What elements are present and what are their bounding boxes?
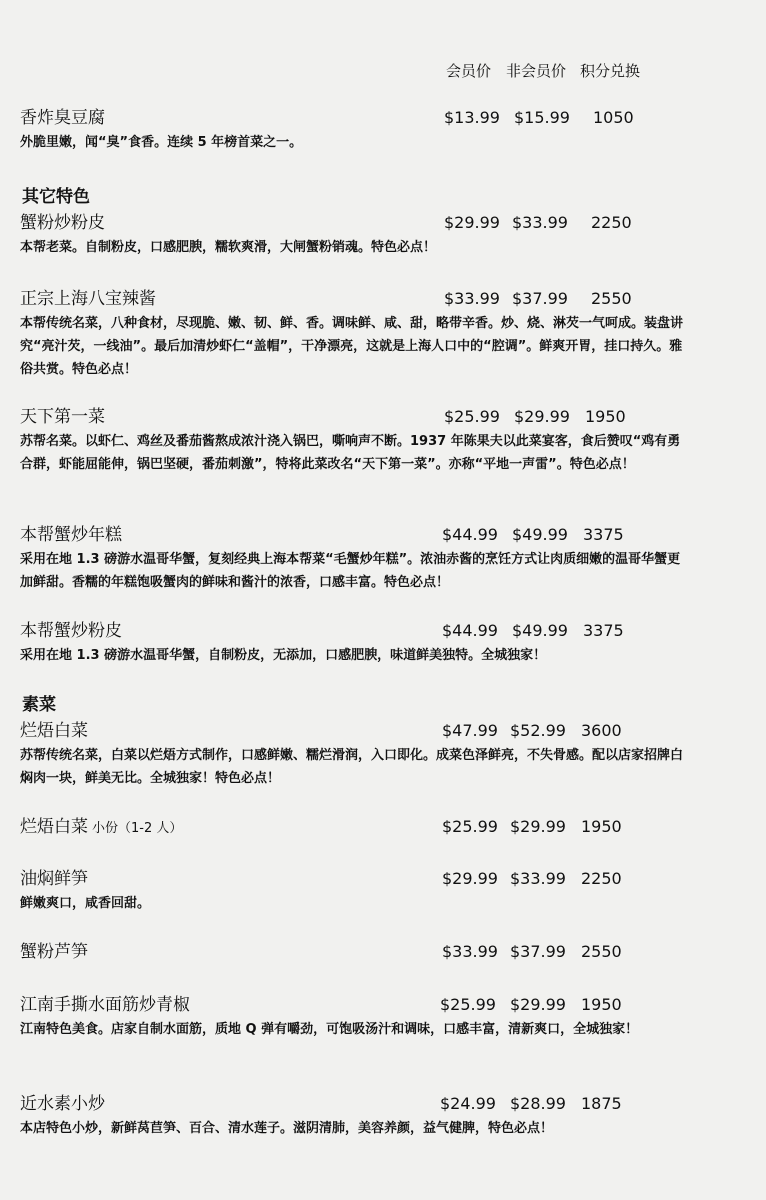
member-price: $33.99	[444, 289, 500, 308]
menu-item	[20, 620, 720, 667]
points-price: 3600	[581, 721, 622, 740]
nonmember-price: $37.99	[512, 289, 568, 308]
dish-description: 江南特色美食。店家自制水面筋，质地 Q 弹有嚼劲，可饱吸汤汁和调味，口感丰富，清新爽口，全城独家！	[20, 1022, 639, 1037]
nonmember-price: $28.99	[510, 1094, 566, 1113]
dish-description: 本帮老菜。自制粉皮，口感肥腴，糯软爽滑，大闸蟹粉销魂。特色必点！	[20, 240, 437, 255]
points-header: 积分兑换	[580, 62, 641, 80]
nonmember-price: $37.99	[510, 942, 566, 961]
nonmember-price: $29.99	[514, 407, 570, 426]
points-price: 1950	[585, 407, 626, 426]
points-price: 1950	[581, 995, 622, 1014]
dish-name: 近水素小炒	[20, 1094, 105, 1114]
member-price: $29.99	[442, 869, 498, 888]
dish-name: 本帮蟹炒粉皮	[20, 621, 122, 641]
menu-item	[20, 994, 720, 1041]
member-price: $44.99	[442, 525, 498, 544]
menu-item	[20, 868, 720, 915]
member-price: $47.99	[442, 721, 498, 740]
member-price: $25.99	[444, 407, 500, 426]
points-price: 3375	[583, 525, 624, 544]
dish-description: 外脆里嫩，闻“臭”食香。连续 5 年榜首菜之一。	[20, 135, 303, 150]
menu-item	[20, 941, 720, 963]
points-price: 1050	[593, 108, 634, 127]
dish-description: 采用在地 1.3 磅游水温哥华蟹，自制粉皮，无添加，口感肥腴，味道鲜美独特。全城独家！	[20, 648, 547, 663]
member-price-header: 会员价	[446, 62, 492, 80]
dish-name: 蟹粉芦笋	[20, 942, 88, 962]
points-price: 2550	[591, 289, 632, 308]
dish-description: 本帮传统名菜，八种食材，尽现脆、嫩、韧、鲜、香。调味鲜、咸、甜，略带辛香。炒、烧、淋芡一气呵成。装盘讲究“亮汁芡，一线油”。最后加清炒虾仁“盖帽”，干净漂亮，这就是上海人口中的“腔调”。鲜爽开胃，挂口持久。雅俗共赏。特色必点！	[20, 316, 684, 377]
member-price: $33.99	[442, 942, 498, 961]
dish-description: 采用在地 1.3 磅游水温哥华蟹，复刻经典上海本帮菜“毛蟹炒年糕”。浓油赤酱的烹饪方式让肉质细嫩的温哥华蟹更加鲜甜。香糯的年糕饱吸蟹肉的鲜味和酱汁的浓香，口感丰富。特色必点！	[20, 552, 681, 590]
nonmember-price: $33.99	[512, 213, 568, 232]
nonmember-price: $49.99	[512, 525, 568, 544]
nonmember-price: $29.99	[510, 817, 566, 836]
points-price: 2250	[591, 213, 632, 232]
dish-name: 本帮蟹炒年糕	[20, 525, 122, 545]
member-price: $25.99	[440, 995, 496, 1014]
menu-item	[20, 212, 720, 259]
dish-name: 天下第一菜	[20, 407, 105, 427]
menu-item	[20, 816, 720, 840]
nonmember-price: $33.99	[510, 869, 566, 888]
member-price: $24.99	[440, 1094, 496, 1113]
portion-note: 小份（1-2 人）	[92, 821, 183, 836]
points-price: 2550	[581, 942, 622, 961]
member-price: $25.99	[442, 817, 498, 836]
member-price: $29.99	[444, 213, 500, 232]
points-price: 2250	[581, 869, 622, 888]
menu-item	[20, 524, 720, 594]
dish-name: 正宗上海八宝辣酱	[20, 289, 156, 309]
nonmember-price: $49.99	[512, 621, 568, 640]
menu-item	[20, 406, 720, 476]
section-heading-veg: 素菜	[22, 695, 56, 715]
nonmember-price: $52.99	[510, 721, 566, 740]
menu-item	[20, 720, 720, 790]
dish-description: 苏帮传统名菜，白菜以烂焐方式制作，口感鲜嫩、糯烂滑润，入口即化。成菜色泽鲜亮，不失骨感。配以店家招牌白焖肉一块，鲜美无比。全城独家！特色必点！	[20, 748, 684, 786]
dish-name: 烂焐白菜	[20, 721, 88, 741]
nonmember-price: $29.99	[510, 995, 566, 1014]
dish-description: 鲜嫩爽口，咸香回甜。	[20, 896, 151, 911]
dish-name: 江南手撕水面筋炒青椒	[20, 995, 190, 1015]
dish-description: 苏帮名菜。以虾仁、鸡丝及番茄酱熬成浓汁浇入锅巴，嘶响声不断。1937 年陈果夫以此菜宴客，食后赞叹“鸡有勇合群，虾能屈能伸，锅巴坚硬，番茄刺激”，特将此菜改名“天下第一菜”。亦称“平地一声雷”。特色必点！	[20, 434, 681, 472]
dish-name: 油焖鲜笋	[20, 869, 88, 889]
menu-item	[20, 1093, 720, 1140]
menu-item	[20, 288, 720, 381]
dish-name: 香炸臭豆腐	[20, 108, 105, 128]
section-heading-other: 其它特色	[22, 187, 90, 207]
dish-name: 蟹粉炒粉皮	[20, 213, 105, 233]
points-price: 3375	[583, 621, 624, 640]
member-price: $44.99	[442, 621, 498, 640]
nonmember-price-header: 非会员价	[506, 62, 567, 80]
points-price: 1950	[581, 817, 622, 836]
nonmember-price: $15.99	[514, 108, 570, 127]
points-price: 1875	[581, 1094, 622, 1113]
member-price: $13.99	[444, 108, 500, 127]
dish-name-text: 烂焐白菜	[20, 817, 88, 837]
menu-item	[20, 107, 720, 154]
dish-description: 本店特色小炒，新鲜莴苣笋、百合、清水莲子。滋阴清肺，美容养颜，益气健脾，特色必点！	[20, 1121, 554, 1136]
